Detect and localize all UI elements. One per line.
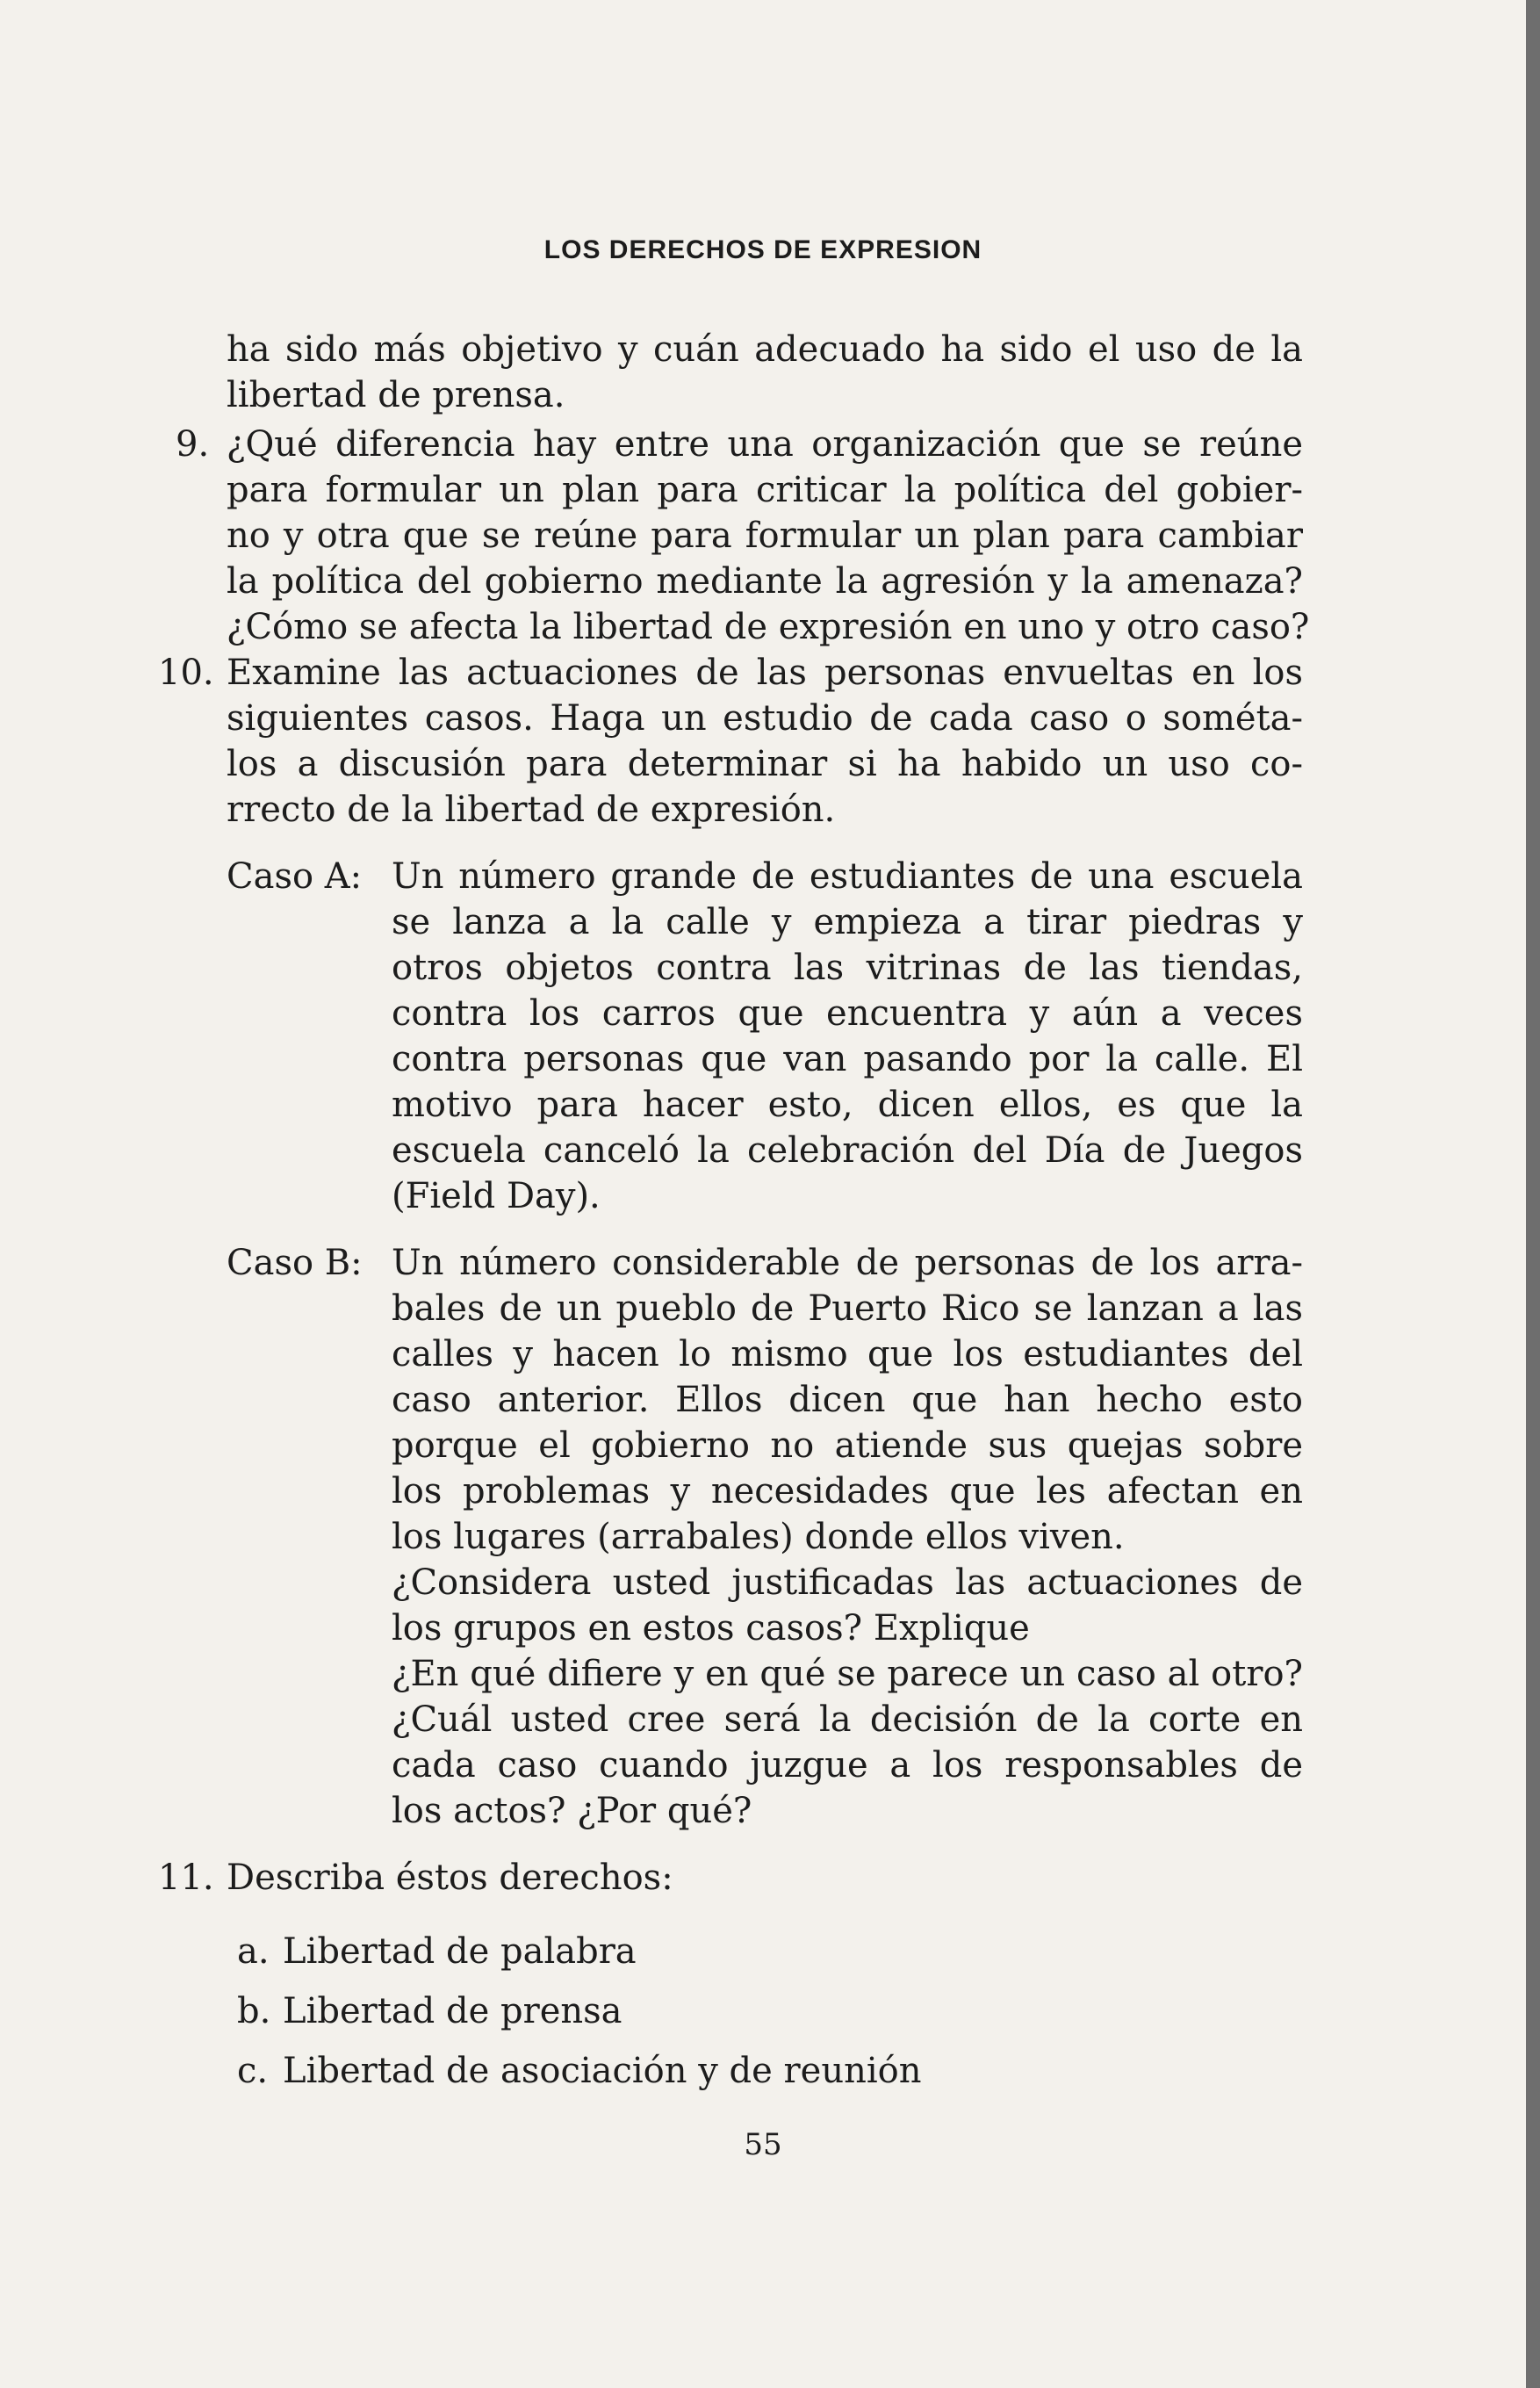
caso-b-line: los grupos en estos casos? Explique	[392, 1608, 1030, 1649]
item9-line: ¿Cómo se afecta la libertad de expresión en uno y otro caso?	[227, 607, 1310, 647]
caso-b-line: Un número considerable de personas de los arra-	[392, 1243, 1303, 1283]
caso-b-line: cada caso cuando juzgue a los responsables de	[392, 1745, 1303, 1786]
caso-a-line: (Field Day).	[392, 1176, 601, 1216]
caso-b-line: los problemas y necesidades que les afectan en	[392, 1471, 1303, 1511]
caso-b-line: calles y hacen lo mismo que los estudiantes del	[392, 1334, 1303, 1374]
caso-a-line: otros objetos contra las vitrinas de las tiendas,	[392, 948, 1303, 988]
subitem-letter: a.	[237, 1931, 270, 1972]
page-number: 55	[744, 2127, 782, 2162]
item-number-11: 11.	[158, 1858, 214, 1898]
caso-a-line: contra personas que van pasando por la calle. El	[392, 1039, 1303, 1079]
subitem-letter: c.	[237, 2051, 269, 2091]
caso-b-line: caso anterior. Ellos dicen que han hecho esto	[392, 1380, 1303, 1420]
caso-a-line: motivo para hacer esto, dicen ellos, es que la	[392, 1085, 1303, 1125]
item9-line: para formular un plan para criticar la política del gobier-	[227, 470, 1303, 510]
caso-b-line: ¿Cuál usted cree será la decisión de la corte en	[392, 1699, 1303, 1740]
item9-line: la política del gobierno mediante la agresión y la amenaza?	[227, 561, 1303, 602]
running-header: LOS DERECHOS DE EXPRESION	[543, 235, 982, 264]
caso-a-label: Caso A:	[227, 856, 363, 897]
caso-b-line: los actos? ¿Por qué?	[392, 1791, 752, 1831]
caso-b-line: bales de un pueblo de Puerto Rico se lanzan a las	[392, 1288, 1303, 1329]
caso-b-line: porque el gobierno no atiende sus quejas sobre	[392, 1425, 1303, 1466]
intro-line: libertad de prensa.	[227, 375, 565, 415]
item10-line: siguientes casos. Haga un estudio de cada caso o sométa-	[227, 698, 1303, 739]
caso-b-line: ¿Considera usted justificadas las actuaciones de	[392, 1562, 1303, 1603]
subitem-text: Libertad de asociación y de reunión	[283, 2051, 922, 2091]
item-number-9: 9.	[176, 424, 210, 465]
item10-line: los a discusión para determinar si ha habido un uso co-	[227, 744, 1303, 784]
item10-line: rrecto de la libertad de expresión.	[227, 790, 836, 830]
item9-line: ¿Qué diferencia hay entre una organización que se reúne	[227, 424, 1303, 465]
subitem-letter: b.	[237, 1991, 271, 2031]
caso-a-line: escuela canceló la celebración del Día de Juegos	[392, 1130, 1303, 1171]
caso-b-label: Caso B:	[227, 1243, 363, 1283]
item10-line: Examine las actuaciones de las personas envueltas en los	[227, 653, 1303, 693]
subitem-text: Libertad de prensa	[283, 1991, 622, 2031]
caso-a-line: contra los carros que encuentra y aún a veces	[392, 993, 1303, 1034]
intro-line: ha sido más objetivo y cuán adecuado ha sido el uso de la	[227, 329, 1303, 370]
caso-a-line: Un número grande de estudiantes de una escuela	[392, 856, 1303, 897]
item-number-10: 10.	[158, 653, 214, 693]
item9-line: no y otra que se reúne para formular un plan para cambiar	[227, 516, 1303, 556]
item11-text: Describa éstos derechos:	[227, 1858, 673, 1898]
caso-b-line: los lugares (arrabales) donde ellos viven.	[392, 1517, 1125, 1557]
caso-b-line: ¿En qué difiere y en qué se parece un caso al otro?	[392, 1654, 1303, 1694]
caso-a-line: se lanza a la calle y empieza a tirar piedras y	[392, 902, 1303, 942]
subitem-text: Libertad de palabra	[283, 1931, 637, 1972]
